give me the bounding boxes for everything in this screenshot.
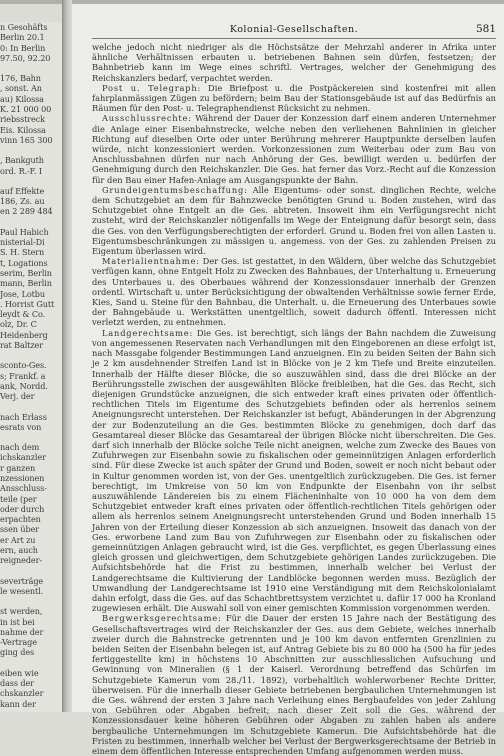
fragment-block <box>0 668 62 709</box>
fragment-line: ank, Nordd. <box>0 380 48 391</box>
fragment-line: 176, Bahn <box>0 73 41 84</box>
paragraph-text: Die Briefpost u. die Postpäckereien sind kostenfrei mit allen fahrplanmässigen Zügen zu befördern; beim Bau der Stationsgebäude ist auf das Bedürfnis an Räumen für den Post- u. Telegraphendienst Rücksicht zu nehmen. <box>92 82 496 114</box>
paragraph <box>92 113 496 184</box>
fragment-line: le wesentl. <box>0 585 44 596</box>
fragment-block <box>0 412 62 433</box>
section-heading: Materialientnahme: <box>102 256 200 267</box>
fragment-line: Berlin 20.1 <box>0 32 45 43</box>
running-header <box>92 24 496 39</box>
paragraph <box>92 328 496 614</box>
page-number: 581 <box>475 23 496 35</box>
body-text <box>92 42 497 756</box>
fragment-line: Eis. Kilossa <box>0 124 46 135</box>
fragment-line: eiben wie <box>0 667 39 678</box>
paragraph-text: Für die Dauer der ersten 15 Jahre nach der Bestätigung des Gesellschaftsvertrages wird der Reichskanzler der Ges. aus dem Gebiete, welches innerhalb zweier durch die Bahnstrecke getrennten und je 100 km davon entfernten Grenzlinien zu beiden Seiten der Eisenbahn belegen ist, auf Antrag Gebiete bis zu 80 000 ha (500 ha für jedes fertiggestellte km) in höchstens 10 Abschnitten zur ausschliesslichen Aufsuchung und Gewinnung von Mineralien (§ 1 der Kaiserl. Verordnung betreffend das Schürfen im Schutzgebiete Kamerun vom 28./11. 1892), vorbehaltlich wohlerworbener Rechte Dritter, überweisen. Für die innerhalb dieser Gebiete betriebenen bergbaulichen Unternehmungen ist die Ges. während der ersten 3 Jahre nach Verleihung eines Bergbaufeldes von jeder Zahlung von Gebühren oder Abgaben befreit; nach dieser Zeit soll die Ges. während der Konzessionsdauer keine höheren Gebühren oder Abgaben zu zahlen haben als andere bergbauliche Unternehmungen im Schutzgebiete Kamerun. Die Aufsichtsbehörde hat die Fristen zu bestimmen, innerhalb welcher bei Verlust der Bergwerksgerechtsame der Betrieb in einem dem öffentlichen Interesse entsprechenden Umfang aufgenommen werden muss. <box>92 613 497 756</box>
fragment-block <box>0 186 62 217</box>
fragment-line: Ansschluss- <box>0 483 47 494</box>
paragraph <box>92 42 496 83</box>
paragraph <box>92 256 496 327</box>
fragment-line: nahme der <box>0 626 44 637</box>
fragment-line: s; Frankf. a <box>0 370 46 381</box>
fragment-line: vinn 165 300 <box>0 134 53 145</box>
paragraph-text: Der Ges. ist gestattet, in den Wäldern, über welche das Schutzgebiet verfügen kann, ohne Entgelt Holz zu Zwecken des Bahnbaues, der Unterhaltung u. Erneuerung des Unterbaues u. des Oberbaues während der Konzessionsdauer innerhalb der Grenzen ordentl. Wirtschaft u. unter Berücksichtigung der obwaltenden Verhältnisse sowie ferner Erde, Kies, Sand u. Steine für den Bahnbau, die Unterhalt. u. die Erneuerung des Unterbaues sowie der Bahngebäude u. Werkstätten unentgeltlich, soweit dadurch öffentl. Interessen nicht verletzt werden, zu entnehmen. <box>92 256 497 328</box>
paragraph <box>92 185 496 256</box>
fragment-line: Verj. der <box>0 391 35 402</box>
fragment-line: leydt & Co. <box>0 309 46 320</box>
fragment-line: n Gesohäfts <box>0 22 48 32</box>
fragment-block <box>0 227 62 351</box>
fragment-line: auf Effekte <box>0 185 45 196</box>
fragment-line: olz, Dr. C <box>0 319 37 330</box>
fragment-line: dass der <box>0 678 34 689</box>
fragment-line: esrats von <box>0 421 42 432</box>
fragment-line: serim, Berlin <box>0 267 52 278</box>
previous-page-fragment <box>0 22 62 712</box>
fragment-block <box>0 576 62 597</box>
fragment-line: ern, auch <box>0 545 38 556</box>
fragment-line: 186, Zs. au <box>0 196 45 207</box>
page-title: Kolonial-Gesellschaften. <box>229 24 359 35</box>
fragment-line: ging des <box>0 647 35 658</box>
paragraph-text: Die Ges. ist berechtigt, sich längs der Bahn nachdem die Zuweisung von angemessenen Reservaten nach Verhandlungen mit den Eingeborenen an diese erfolgt ist, nach Massgabe folgender Bestimmungen Land anzueignen. Ein zu beiden Seiten der Bahn sich je 2 km ausdehnender Streifen Land ist in Blöcke von je 2 km Tiefe und Breite einzuteilen. Innerhalb der Hälfte dieser Blöcke, die so auszuwählen sind, dass die drei Blöcke an der Berührungsstelle zwischen der ausgewählten Blöcke freibleiben, hat die Ges. das Recht, sich diejenigen Grundstücke anzueignen, die sich entweder kraft eines privaten oder öffentlich-rechtlichen Titels im Eigentume des Schutzgebiets befinden oder als herrenlos seinem Aneignungsrecht unterstehen. Der Reichskanzler ist befugt, Abänderungen in der Abgrenzung der zur Bodenzuteilung an die Ges. bestimmten Blöcke zu genehmigen, doch darf das Gesamtareal dieser Blöcke das Gesamtareal der übrigen Blöcke nicht überschreiten. Die Ges. darf sich innerhalb der Blöcke solche Teile nicht aneignen, welche zum Zwecke des Baues von Zufuhrwegen zur Eisenbahn sowie zu fiskalischen oder gemeinnützigen Anlagen erforderlich sind. Für diese Zwecke ist auch später der Grund und Boden, soweit er noch nicht bebaut oder in Kultur genommen worden ist, von der Ges. unentgeltlich zurückzugeben. Die Ges. ist ferner berechtigt, im Umkreise von 50 km von Endpunkte der Eisenbahn von ihr selbst auszuwählende Ländereien bis zu einem Flächeninhalte von 10 000 ha von dem dem Schutzgebiet entweder kraft eines privaten oder öffentlich-rechtlichen Titels gehörigen oder allem als herrenlos seinem Aneignungsrecht unterstehenden Grund und Boden innerhalb 15 Jahren von der Erteilung dieser Konzession ab sich anzueignen. Insoweit das danach von der Ges. erworbene Land zum Bau von Zufuhrwegen zur Eisenbahn oder zu fiskalischen oder gemeinnützigen Anlagen gebraucht wird, ist die Ges. verpflichtet, es gegen Überlassung eines gleich grossen und gleichwertigen, dem Schutzgebiete gehörigen Landes zurückzugeben. Die Aufsichtsbehörde hat die Frist zu bestimmen, innerhalb welcher bei Verlust der Landgerechtsame die Kultivierung der Landblöcke begonnen werden muss. Bezüglich der Umwandlung der Landgerechtsame ist 1910 eine Verständigung mit dem Reichskolonialamt dahin erfolgt, dass die Ges. auf das Schachtbrettsystem verzichtet u. dafür 17 000 ha Kronland zugewiesen erhält. Die Auswahl soll von einer gemischten Kommission vorgenommen werden. <box>92 327 497 614</box>
paragraph <box>92 83 496 114</box>
fragment-line: severträge <box>0 575 44 586</box>
fragment-block <box>0 155 62 176</box>
fragment-block <box>0 606 62 657</box>
fragment-line: nzessionen <box>0 472 45 483</box>
fragment-line: nach dem <box>0 442 40 453</box>
book-gutter <box>62 0 72 712</box>
fragment-line: sconto-Ges. <box>0 360 47 371</box>
section-heading: Bergwerksgerechtsame: <box>102 613 222 624</box>
fragment-line: er Art zu <box>0 534 36 545</box>
fragment-line: chskanzler <box>0 688 44 699</box>
fragment-line: au) Kilossa <box>0 93 44 104</box>
fragment-line: S. H. Stern <box>0 247 45 258</box>
fragment-block <box>0 73 62 145</box>
fragment-line: ord. R.-F. I <box>0 165 42 176</box>
fragment-line: nisterial-Di <box>0 237 45 248</box>
fragment-line: , Bankguth <box>0 155 44 166</box>
fragment-line: K. 21 000 00 <box>0 104 52 115</box>
fragment-block <box>0 360 62 401</box>
fragment-line: nach Erlass <box>0 411 47 422</box>
fragment-line: ichskanzler <box>0 452 46 463</box>
fragment-line: en 2 289 484 <box>0 206 53 217</box>
fragment-line: 0: In Berlin <box>0 42 46 53</box>
section-heading: Landgerechtsame: <box>102 327 194 338</box>
fragment-line: mann, Berlin <box>0 278 52 289</box>
paragraph-text: Alle Eigentums- oder sonst. dinglichen Rechte, welche dem Schutzgebiet an dem für Bahnzwecke benötigten Grund u. Boden zustehen, wird das Schutzgebiet ohne Entgelt an die Ges. abtreten. Insoweit ihm ein Verfügungsrecht nicht zusteht, wird der Reichskanzler nötigenfalls im Wege der Enteignung dafür besorgt sein, dass die Ges. von den Verfügungsberechtigten der erforderl. Grund u. Boden frei von allen Lasten u. Eigentumsbeschränkungen zu mässigen u. angemess. von der Ges. zu zahlenden Preisen zu Eigentum überlassen wird. <box>92 184 496 257</box>
fragment-line: 97.50, 92.20 <box>0 52 51 63</box>
fragment-line: r ganzen <box>0 462 36 473</box>
fragment-line: kann der <box>0 698 36 709</box>
section-heading: Post u. Telegraph: <box>102 82 202 93</box>
fragment-line: erpachten <box>0 514 41 525</box>
section-heading: Ausschlussrechte: <box>102 113 192 124</box>
fragment-line: st werden, <box>0 606 43 617</box>
fragment-line: riebsstreck <box>0 114 45 125</box>
fragment-line: rat Baltzer <box>0 340 43 351</box>
paragraph <box>92 613 496 756</box>
fragment-line: , sonst. An <box>0 83 42 94</box>
fragment-line: reigneder- <box>0 555 43 566</box>
fragment-line: Jose, Lotbu <box>0 288 46 299</box>
fragment-line: Paul Habich <box>0 226 49 237</box>
paragraph-text: Während der Dauer der Konzession darf einem anderen Unternehmer die Anlage einer Eisenbahnstrecke, welche neben den verliehenen Bahnlinien in gleicher Richtung auf dieselben Orte oder unter Berührung mehrerer Hauptpunkte derselben laufen würde, nicht konzessioniert werden. Vorkonzessionen zum Weiterbau oder zum Bau von Anschlussbahnen dürfen nur nach Anhörung der Ges. bewilligt werden u. bedürfen der Genehmigung durch den Reichskanzler. Die Ges. hat ferner das Vorz.-Recht auf die Konzession für den Bau einer Hafen-Anlage am Ausgangspunkte der Bahn. <box>92 113 496 185</box>
fragment-line: ssen über <box>0 524 40 535</box>
fragment-line: oder durch <box>0 503 45 514</box>
paragraph-text: welche jedoch nicht niedriger als die Höchstsätze der Mehrzahl anderer in Afrika unter ähnliche Verhältnissen erbauten u. betriebenen Bahnen sein dürfen, festsetzen; der Bahnbetrieb kann im Wege eines schriftl. Vertrages, welcher der Genehmigung des Reichskanzlers bedarf, verpachtet werden. <box>92 42 496 83</box>
fragment-line: -Vertrage <box>0 637 37 648</box>
fragment-block <box>0 442 62 566</box>
fragment-line: Heidenberg <box>0 329 48 340</box>
section-heading: Grundeigentumsbeschaffung: <box>102 184 248 195</box>
fragment-line: t, Logations <box>0 257 48 268</box>
fragment-block <box>0 22 62 63</box>
fragment-line: in ist bei <box>0 616 35 627</box>
fragment-line: . Horrist Gutt <box>0 298 55 309</box>
fragment-line: teile (per <box>0 493 37 504</box>
main-page <box>72 4 504 756</box>
